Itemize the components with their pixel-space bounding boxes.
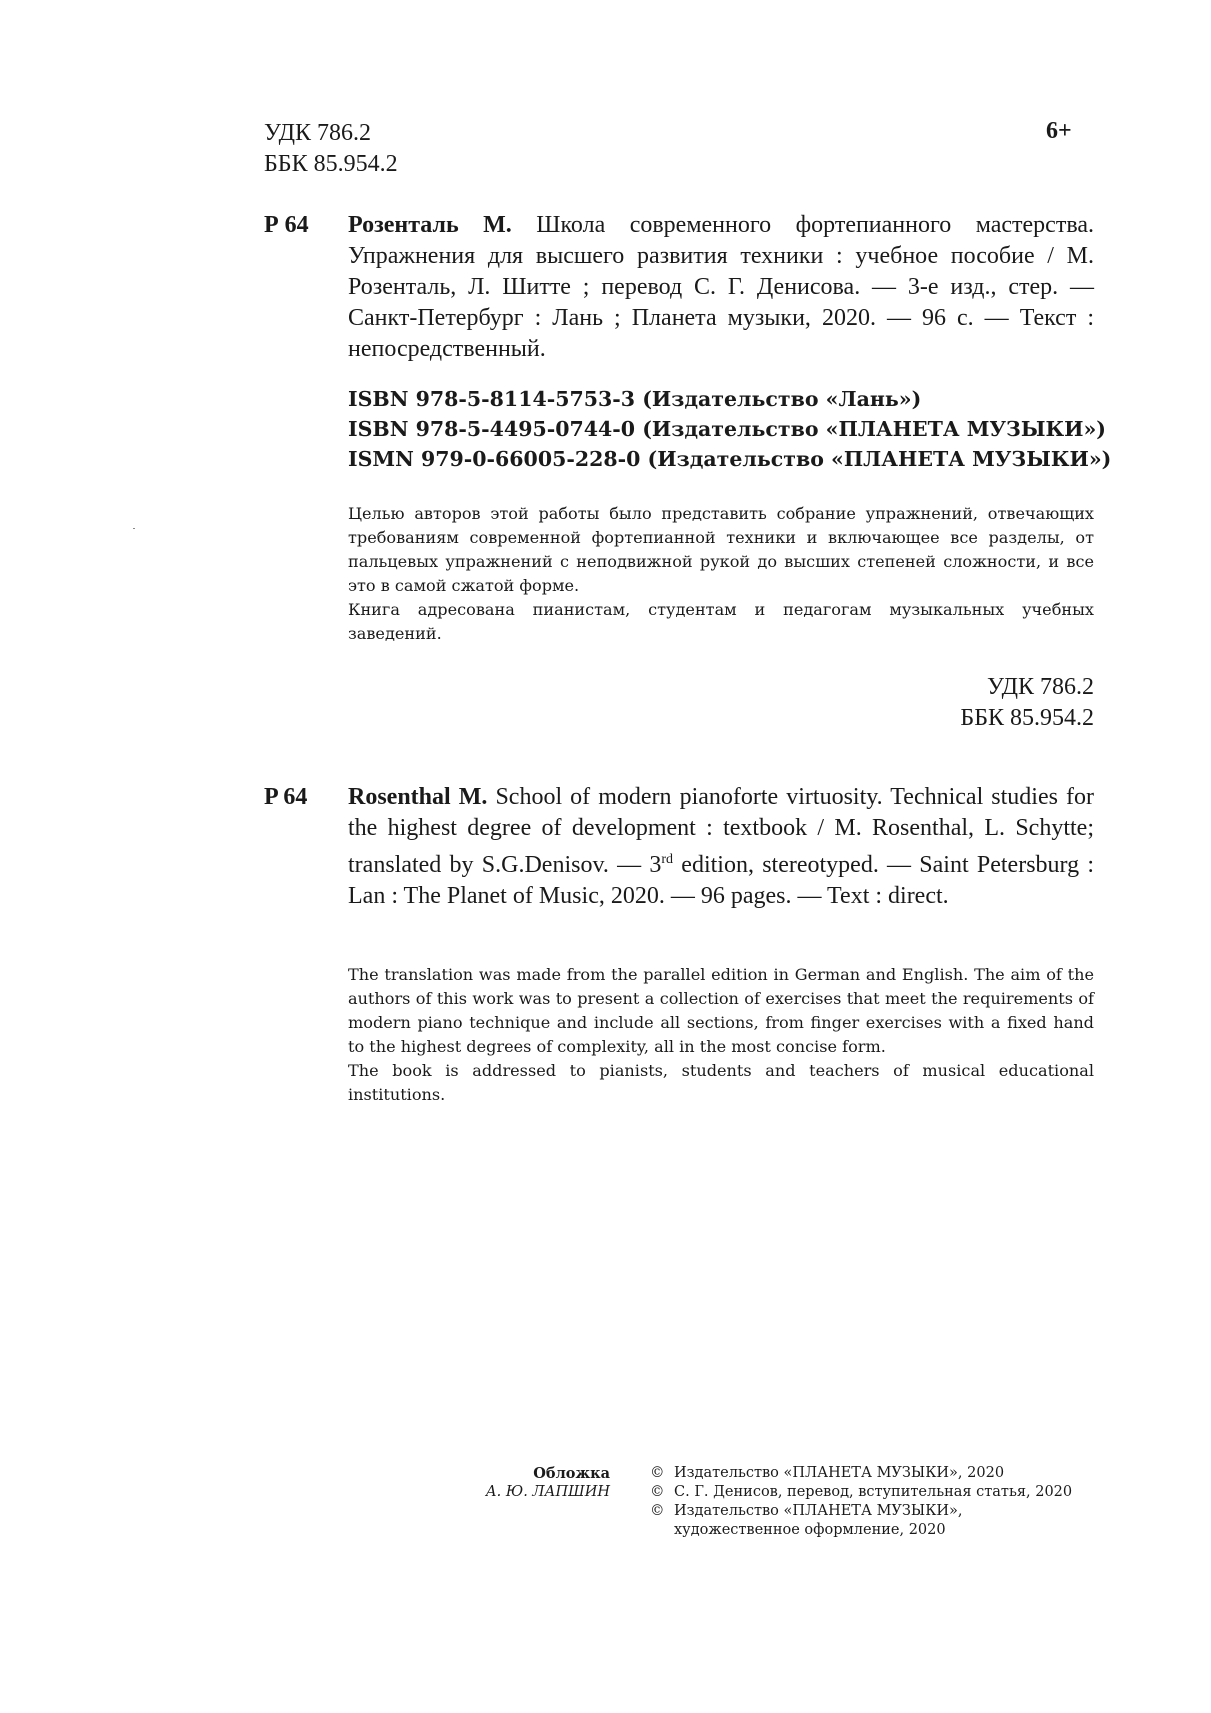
- classification-right: [880, 672, 1094, 734]
- copyright-icon: ©: [650, 1465, 665, 1481]
- copyright-continuation: художественное оформление, 2020: [674, 1522, 946, 1538]
- age-rating: 6+: [1046, 118, 1072, 144]
- entry-body: [348, 210, 1094, 365]
- author-mark: Р 64: [264, 212, 309, 238]
- annotation-en: [348, 963, 1094, 1107]
- entry-text: Школа современного фортепианного мастерства. Упражнения для высшего развития техники : учебное пособие / М. Розенталь, Л. Шитте ; перевод С. Г. Денисова. — 3-е изд., стер. — Санкт-Петербург : Лань ; Планета музыки, 2020. — 96 с. — Текст : непосредственный.: [348, 212, 1094, 362]
- bbk-code: ББК 85.954.2: [960, 705, 1094, 731]
- udk-code: УДК 786.2: [987, 674, 1094, 700]
- margin-speck: [133, 528, 135, 529]
- entry-body: [348, 782, 1094, 912]
- ordinal-suffix: rd: [661, 852, 674, 867]
- copyright-block: [650, 1464, 1072, 1540]
- ismn-line: ISMN 979-0-66005-228-0 (Издательство «ПЛАНЕТА МУЗЫКИ»): [348, 447, 1112, 471]
- entry-text-cont: edition, stereotyped. — Saint Petersburg : Lan : The Planet of Music, 2020. — 96 pages. — Text : direct.: [348, 852, 1094, 909]
- annotation-paragraph: The translation was made from the parallel edition in German and English. The aim of the authors of this work was to present a collection of exercises that meet the requirements of modern piano technique and include all sections, from finger exercises with a fixed hand to the highest degrees of complexity, all in the most concise form.: [348, 965, 1094, 1056]
- annotation-ru: [348, 502, 1094, 646]
- isbn-line: ISBN 978-5-8114-5753-3 (Издательство «Лань»): [348, 387, 922, 411]
- entry-text: School of modern pianoforte virtuosity. Technical studies for the highest degree of development : textbook / M. Rosenthal, L. Schytte; translated by S.G.Denisov. — 3: [348, 784, 1094, 878]
- bibliographic-entry-en: [264, 782, 1094, 912]
- copyright-line: © Издательство «ПЛАНЕТА МУЗЫКИ», 2020: [650, 1465, 1005, 1481]
- author-mark: P 64: [264, 784, 308, 810]
- cover-artist: А. Ю. ЛАПШИН: [485, 1484, 610, 1500]
- isbn-line: ISBN 978-5-4495-0744-0 (Издательство «ПЛАНЕТА МУЗЫКИ»): [348, 417, 1106, 441]
- bibliographic-entry-ru: [264, 210, 1094, 365]
- author-name: Розенталь М.: [348, 212, 512, 238]
- annotation-paragraph: Книга адресована пианистам, студентам и педагогам музыкальных учебных заведений.: [348, 600, 1094, 643]
- annotation-paragraph: Целью авторов этой работы было представить собрание упражнений, отвечающих требованиям современной фортепианной техники и включающее все разделы, от пальцевых упражнений с неподвижной рукой до высших степеней сложности, и все это в самой сжатой форме.: [348, 504, 1094, 595]
- classification-header: [264, 118, 398, 180]
- copyright-line: © С. Г. Денисов, перевод, вступительная статья, 2020: [650, 1484, 1073, 1500]
- cover-credit: [440, 1464, 610, 1502]
- isbn-list: [348, 384, 1111, 474]
- cover-label: Обложка: [533, 1465, 610, 1482]
- annotation-paragraph: The book is addressed to pianists, students and teachers of musical educational institutions.: [348, 1061, 1094, 1104]
- bbk-code: ББК 85.954.2: [264, 151, 398, 177]
- author-name: Rosenthal M.: [348, 784, 488, 810]
- copyright-icon: ©: [650, 1484, 665, 1500]
- copyright-line: © Издательство «ПЛАНЕТА МУЗЫКИ»,: [650, 1503, 963, 1519]
- copyright-icon: ©: [650, 1503, 665, 1519]
- udk-code: УДК 786.2: [264, 120, 371, 146]
